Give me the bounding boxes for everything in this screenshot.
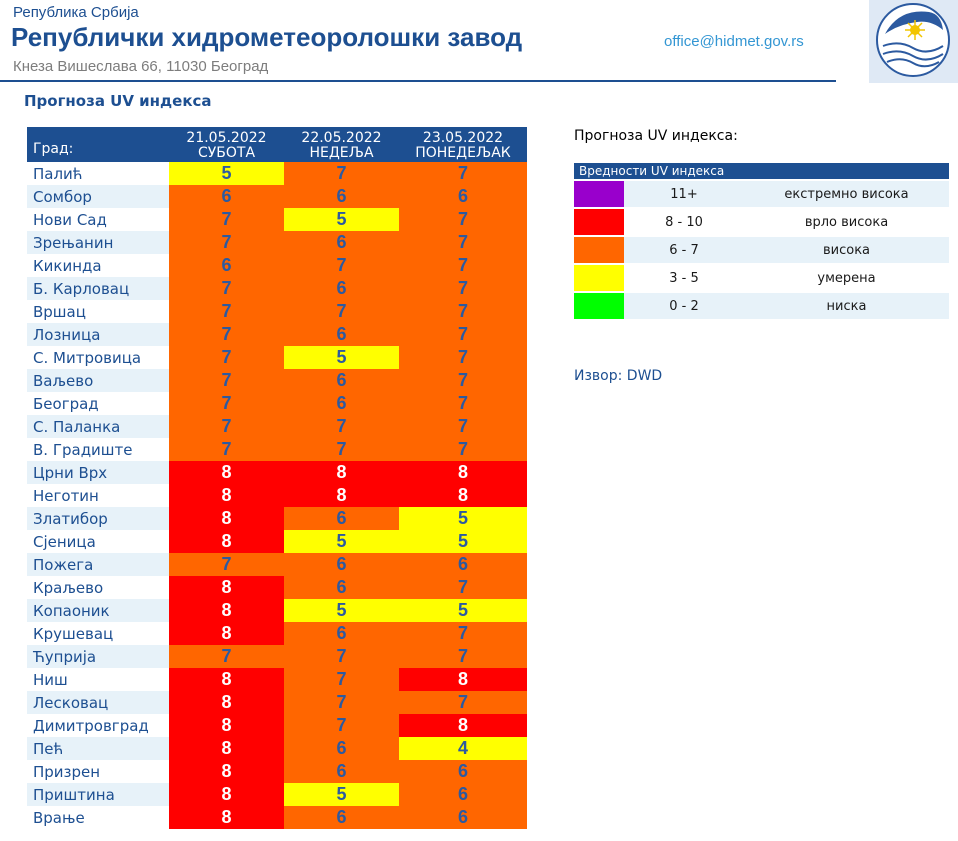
page-title: Прогноза UV индекса [24, 92, 212, 110]
city-name: Ваљево [27, 369, 169, 392]
city-name: Лесковац [27, 691, 169, 714]
uv-value-cell: 7 [399, 622, 527, 645]
city-name: Димитровград [27, 714, 169, 737]
city-name: Ћуприја [27, 645, 169, 668]
uv-value-cell: 7 [399, 576, 527, 599]
table-row [27, 783, 527, 806]
institute-address: Кнеза Вишеслава 66, 11030 Београд [13, 58, 269, 75]
table-row [27, 162, 527, 185]
table-row [27, 806, 527, 829]
uv-value-cell: 6 [284, 369, 399, 392]
table-row [27, 507, 527, 530]
uv-value-cell: 6 [169, 254, 284, 277]
day-date: 23.05.2022 [422, 129, 504, 146]
table-row [27, 714, 527, 737]
table-row [27, 760, 527, 783]
uv-value-cell: 5 [399, 507, 527, 530]
uv-value-cell: 7 [399, 277, 527, 300]
table-row [27, 254, 527, 277]
city-name: Црни Врх [27, 461, 169, 484]
uv-value-cell: 8 [399, 714, 527, 737]
legend-row [574, 237, 949, 263]
day-date: 21.05.2022 [186, 129, 267, 146]
city-name: Сјеница [27, 530, 169, 553]
city-name: Зрењанин [27, 231, 169, 254]
uv-value-cell: 6 [284, 760, 399, 783]
uv-value-cell: 7 [169, 553, 284, 576]
table-row [27, 438, 527, 461]
uv-value-cell: 8 [169, 760, 284, 783]
table-body [27, 162, 527, 829]
city-name: Б. Карловац [27, 277, 169, 300]
uv-value-cell: 6 [284, 737, 399, 760]
header-divider [0, 80, 836, 82]
uv-legend [574, 163, 949, 319]
legend-range: 3 - 5 [669, 270, 699, 286]
uv-value-cell: 7 [169, 231, 284, 254]
legend-row [574, 181, 949, 207]
city-name: Вршац [27, 300, 169, 323]
uv-value-cell: 6 [284, 553, 399, 576]
legend-swatch [574, 265, 624, 291]
table-row [27, 392, 527, 415]
table-row [27, 645, 527, 668]
uv-value-cell: 4 [399, 737, 527, 760]
city-name: В. Градиште [27, 438, 169, 461]
uv-value-cell: 8 [284, 484, 399, 507]
uv-value-cell: 7 [284, 254, 399, 277]
table-header-row [27, 127, 527, 162]
uv-value-cell: 7 [399, 415, 527, 438]
legend-swatch [574, 293, 624, 319]
city-name: Сомбор [27, 185, 169, 208]
uv-value-cell: 5 [169, 162, 284, 185]
city-name: Неготин [27, 484, 169, 507]
uv-value-cell: 6 [284, 576, 399, 599]
city-name: Ниш [27, 668, 169, 691]
table-row [27, 323, 527, 346]
table-row [27, 737, 527, 760]
uv-value-cell: 8 [169, 806, 284, 829]
city-name: Пећ [27, 737, 169, 760]
legend-row [574, 293, 949, 319]
city-name: Пожега [27, 553, 169, 576]
uv-value-cell: 7 [399, 645, 527, 668]
city-column-header: Град: [27, 127, 169, 162]
uv-value-cell: 7 [399, 691, 527, 714]
legend-row [574, 265, 949, 291]
uv-value-cell: 8 [169, 783, 284, 806]
legend-description: врло висока [804, 214, 889, 230]
legend-range: 11+ [670, 186, 698, 202]
city-name: С. Паланка [27, 415, 169, 438]
uv-value-cell: 7 [169, 415, 284, 438]
uv-value-cell: 7 [284, 691, 399, 714]
uv-value-cell: 8 [169, 461, 284, 484]
city-name: С. Митровица [27, 346, 169, 369]
uv-value-cell: 7 [169, 323, 284, 346]
legend-row [574, 209, 949, 235]
legend-description: висока [822, 242, 871, 258]
uv-value-cell: 8 [169, 599, 284, 622]
uv-value-cell: 7 [169, 392, 284, 415]
table-row [27, 208, 527, 231]
legend-header: Вредности UV индекса [574, 163, 949, 179]
uv-value-cell: 7 [284, 162, 399, 185]
uv-value-cell: 7 [169, 438, 284, 461]
uv-value-cell: 7 [169, 346, 284, 369]
uv-value-cell: 7 [399, 231, 527, 254]
table-row [27, 668, 527, 691]
uv-value-cell: 8 [169, 530, 284, 553]
uv-value-cell: 8 [169, 668, 284, 691]
country-name: Република Србија [13, 4, 139, 21]
city-name: Врање [27, 806, 169, 829]
uv-value-cell: 8 [399, 484, 527, 507]
day-column-header [169, 127, 284, 162]
day-weekday: НЕДЕЉА [309, 144, 374, 161]
table-row [27, 185, 527, 208]
legend-swatch [574, 237, 624, 263]
city-name: Призрен [27, 760, 169, 783]
day-weekday: ПОНЕДЕЉАК [415, 144, 511, 161]
legend-description: ниска [826, 298, 867, 314]
uv-value-cell: 8 [169, 576, 284, 599]
table-row [27, 346, 527, 369]
uv-value-cell: 5 [284, 783, 399, 806]
uv-value-cell: 8 [169, 714, 284, 737]
uv-value-cell: 7 [169, 369, 284, 392]
uv-value-cell: 6 [399, 185, 527, 208]
uv-value-cell: 6 [284, 806, 399, 829]
legend-swatch [574, 181, 624, 207]
table-row [27, 691, 527, 714]
city-name: Нови Сад [27, 208, 169, 231]
uv-value-cell: 5 [284, 208, 399, 231]
uv-value-cell: 5 [399, 530, 527, 553]
uv-value-cell: 6 [284, 622, 399, 645]
uv-value-cell: 6 [399, 760, 527, 783]
uv-value-cell: 7 [284, 714, 399, 737]
uv-value-cell: 6 [284, 323, 399, 346]
table-row [27, 530, 527, 553]
legend-description: умерена [817, 270, 876, 286]
uv-value-cell: 8 [284, 461, 399, 484]
table-row [27, 484, 527, 507]
uv-value-cell: 6 [169, 185, 284, 208]
uv-value-cell: 8 [169, 737, 284, 760]
uv-value-cell: 7 [284, 415, 399, 438]
uv-value-cell: 7 [399, 300, 527, 323]
uv-value-cell: 6 [399, 806, 527, 829]
uv-value-cell: 8 [399, 668, 527, 691]
uv-value-cell: 7 [169, 300, 284, 323]
uv-value-cell: 7 [169, 645, 284, 668]
legend-description: екстремно висока [784, 186, 909, 202]
uv-value-cell: 6 [284, 507, 399, 530]
uv-value-cell: 7 [399, 392, 527, 415]
table-row [27, 300, 527, 323]
city-name: Копаоник [27, 599, 169, 622]
city-name: Палић [27, 162, 169, 185]
table-row [27, 622, 527, 645]
uv-value-cell: 7 [399, 346, 527, 369]
uv-value-cell: 7 [399, 162, 527, 185]
data-source: Извор: DWD [574, 368, 663, 384]
day-weekday: СУБОТА [197, 144, 256, 161]
table-row [27, 231, 527, 254]
uv-value-cell: 5 [284, 599, 399, 622]
uv-value-cell: 7 [169, 208, 284, 231]
uv-value-cell: 7 [399, 208, 527, 231]
uv-value-cell: 8 [169, 622, 284, 645]
legend-rows [574, 181, 949, 319]
legend-swatch [574, 209, 624, 235]
city-name: Краљево [27, 576, 169, 599]
day-column-header [399, 127, 527, 162]
uv-value-cell: 5 [284, 530, 399, 553]
uv-value-cell: 8 [169, 507, 284, 530]
uv-value-cell: 6 [284, 185, 399, 208]
rhmz-logo-icon[interactable] [869, 0, 958, 83]
uv-value-cell: 7 [399, 254, 527, 277]
table-row [27, 461, 527, 484]
uv-value-cell: 6 [284, 231, 399, 254]
city-name: Београд [27, 392, 169, 415]
uv-value-cell: 7 [399, 323, 527, 346]
uv-forecast-table [27, 127, 527, 829]
legend-range: 6 - 7 [669, 242, 699, 258]
city-name: Златибор [27, 507, 169, 530]
day-column-header [284, 127, 399, 162]
day-date: 22.05.2022 [301, 129, 382, 146]
uv-value-cell: 8 [399, 461, 527, 484]
uv-value-cell: 7 [284, 645, 399, 668]
uv-value-cell: 7 [399, 369, 527, 392]
table-row [27, 369, 527, 392]
uv-value-cell: 7 [399, 438, 527, 461]
legend-range: 8 - 10 [665, 214, 703, 230]
legend-title: Прогноза UV индекса: [574, 128, 738, 144]
uv-value-cell: 6 [399, 783, 527, 806]
city-name: Крушевац [27, 622, 169, 645]
uv-value-cell: 6 [284, 392, 399, 415]
uv-value-cell: 7 [169, 277, 284, 300]
legend-range: 0 - 2 [669, 298, 699, 314]
uv-value-cell: 7 [284, 668, 399, 691]
table-row [27, 277, 527, 300]
table-row [27, 576, 527, 599]
table-row [27, 599, 527, 622]
uv-value-cell: 5 [284, 346, 399, 369]
uv-value-cell: 7 [284, 438, 399, 461]
table-row [27, 553, 527, 576]
city-name: Лозница [27, 323, 169, 346]
email-link[interactable]: office@hidmet.gov.rs [664, 33, 804, 50]
uv-value-cell: 6 [284, 277, 399, 300]
uv-value-cell: 6 [399, 553, 527, 576]
uv-value-cell: 7 [284, 300, 399, 323]
uv-value-cell: 8 [169, 484, 284, 507]
city-name: Приштина [27, 783, 169, 806]
uv-value-cell: 8 [169, 691, 284, 714]
city-name: Кикинда [27, 254, 169, 277]
institute-title: Републички хидрометеоролошки завод [11, 22, 523, 52]
uv-value-cell: 5 [399, 599, 527, 622]
table-row [27, 415, 527, 438]
